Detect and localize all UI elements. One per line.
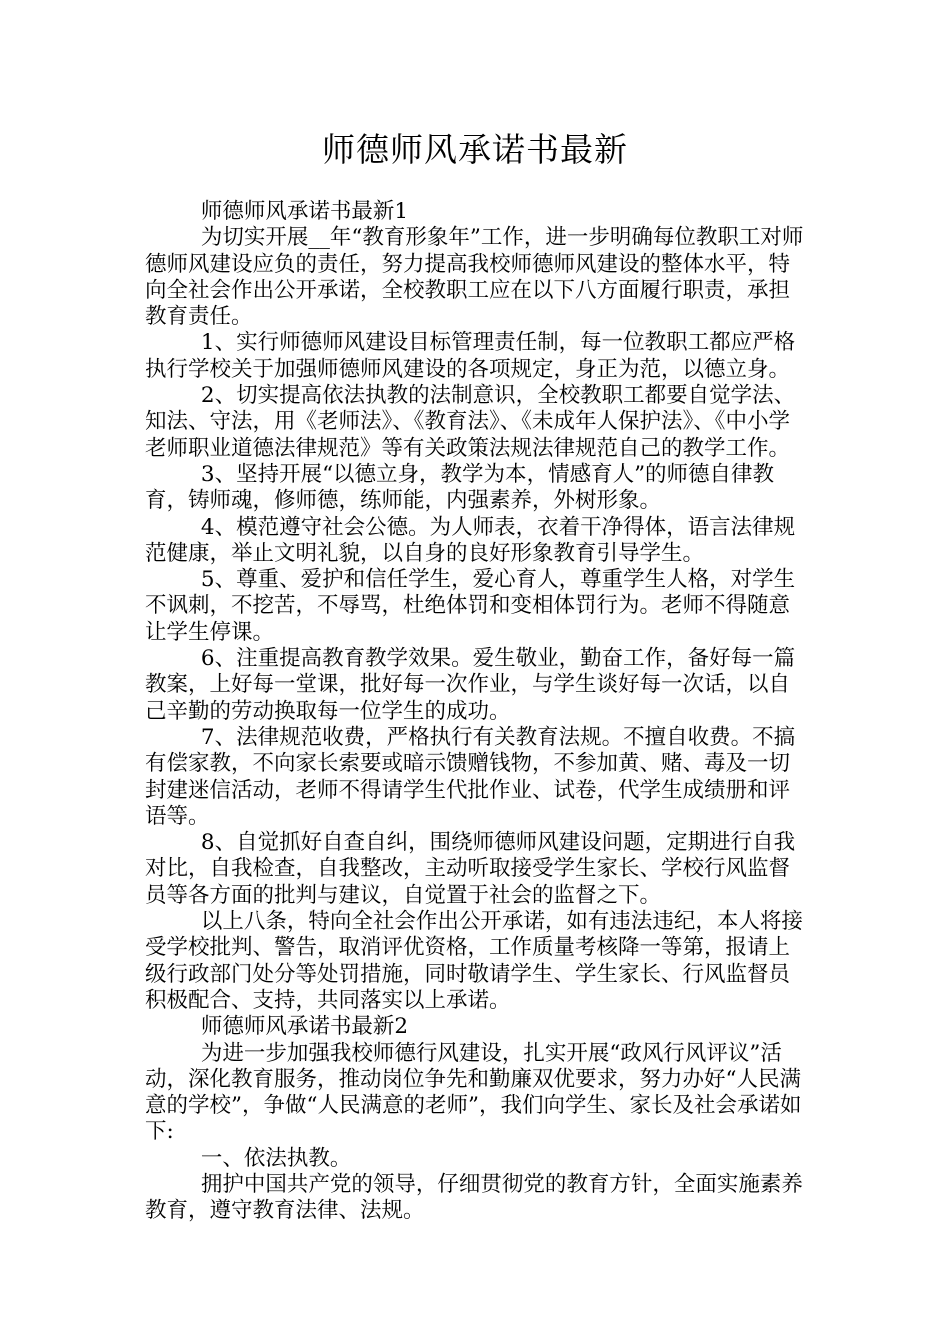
section-2-intro: 为进一步加强我校师德行风建设，扎实开展“政风行风评议”活动，深化教育服务，推动岗位争先和勤廉双优要求，努力办好“人民满意的学校”，争做“人民满意的老师”，我们向学生、家长及社会承诺如下:	[145, 1040, 802, 1145]
commitment-item-1: 1、实行师德师风建设目标管理责任制，每一位教职工都应严格执行学校关于加强师德师风建设的各项规定，身正为范，以德立身。	[145, 330, 796, 382]
section-2-paragraph-1: 拥护中国共产党的领导，仔细贯彻党的教育方针，全面实施素养教育，遵守教育法律、法规。	[145, 1171, 803, 1224]
section-heading-1: 师德师风承诺书最新1	[200, 199, 409, 224]
commitment-item-2: 2、切实提高依法执教的法制意识，全校教职工都要自觉学法、知法、守法，用《老师法》、《教育法》、《未成年人保护法》、《中小学老师职业道德法律规范》等有关政策法规法律规范自己的教学工作。	[145, 383, 796, 461]
commitment-item-4: 4、模范遵守社会公德。为人师表，衣着干净得体，语言法律规范健康，举止文明礼貌，以自身的良好形象教育引导学生。	[145, 514, 796, 566]
commitment-item-5: 5、尊重、爱护和信任学生，爱心育人，尊重学生人格，对学生不讽刺，不挖苦，不辱骂，杜绝体罚和变相体罚行为。老师不得随意让学生停课。	[145, 567, 796, 645]
document-title: 师德师风承诺书最新	[322, 130, 628, 169]
intro-paragraph: 为切实开展__年“教育形象年”工作，进一步明确每位教职工对师德师风建设应负的责任，努力提高我校师德师风建设的整体水平，特向全社会作出公开承诺，全校教职工应在以下八方面履行职责，承担教育责任。	[145, 225, 804, 330]
closing-paragraph: 以上八条，特向全社会作出公开承诺，如有违法违纪，本人将接受学校批判、警告，取消评优资格，工作质量考核降一等第，报请上级行政部门处分等处罚措施，同时敬请学生、学生家长、行风监督员积极配合、支持，共同落实以上承诺。	[145, 909, 803, 1013]
commitment-item-6: 6、注重提高教育教学效果。爱生敬业，勤奋工作，备好每一篇教案，上好每一堂课，批好每一次作业，与学生谈好每一次话，以自己辛勤的劳动换取每一位学生的成功。	[145, 646, 796, 724]
section-2-subheading-1: 一、依法执教。	[200, 1145, 352, 1171]
commitment-item-7: 7、法律规范收费，严格执行有关教育法规。不擅自收费。不搞有偿家教，不向家长索要或暗示馈赠钱物，不参加黄、赌、毒及一切封建迷信活动，老师不得请学生代批作业、试卷，代学生成绩册和评语等。	[145, 724, 796, 829]
commitment-item-8: 8、自觉抓好自查自纠，围绕师德师风建设问题，定期进行自我对比，自我检查，自我整改，主动听取接受学生家长、学校行风监督员等各方面的批判与建议，自觉置于社会的监督之下。	[145, 830, 796, 908]
commitment-item-3: 3、坚持开展“以德立身，教学为本，情感育人”的师德自律教育，铸师魂，修师德，练师能，内强素养，外树形象。	[145, 461, 775, 514]
section-heading-2: 师德师风承诺书最新2	[200, 1014, 409, 1040]
document-body	[145, 199, 810, 1225]
